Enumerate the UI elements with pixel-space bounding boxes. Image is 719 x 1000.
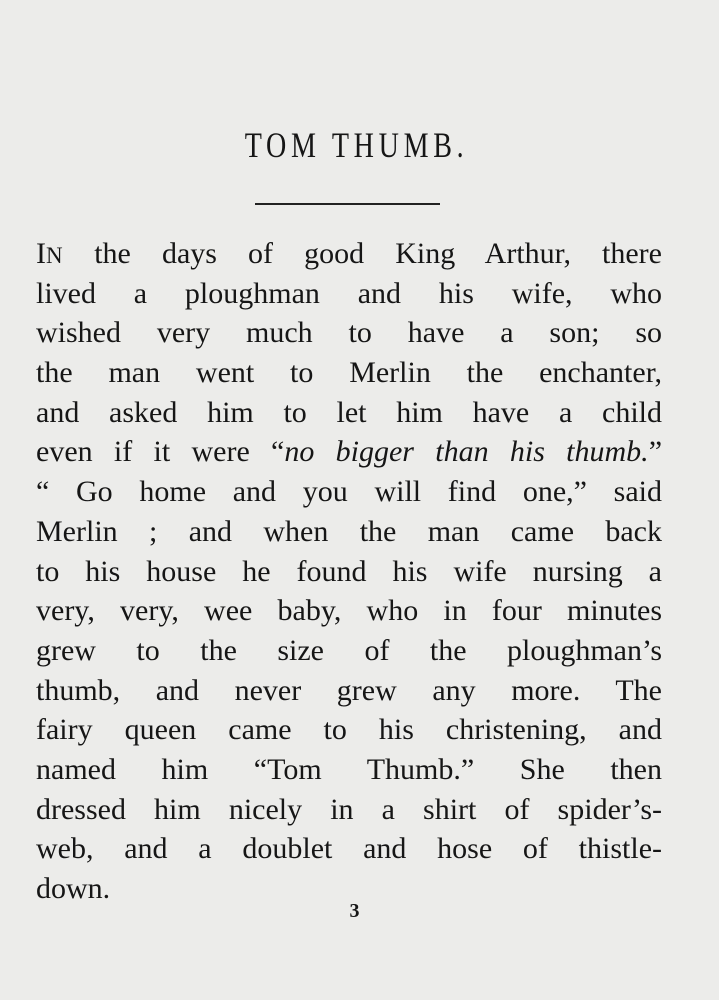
text-line: and asked him to let him have a child <box>36 395 662 429</box>
text-line: fairy queen came to his christening, and <box>36 713 662 747</box>
story-paragraph <box>36 234 662 909</box>
line-text: even if it were “ <box>36 435 285 469</box>
italic-quote: no bigger than his thumb. <box>284 435 649 469</box>
text-line: Merlin ; and when the man came back <box>36 514 662 548</box>
text-line: named him “Tom Thumb.” She then <box>36 752 662 786</box>
text-line: down. <box>36 872 111 905</box>
text-line: to his house he found his wife nursing a <box>36 554 662 588</box>
text-line <box>36 432 662 472</box>
page-title: TOM THUMB. <box>244 125 469 165</box>
text-line: “ Go home and you will find one,” said <box>36 475 662 509</box>
text-line: the man went to Merlin the enchanter, <box>36 356 662 390</box>
small-caps-rest: N <box>46 243 64 268</box>
text-line: grew to the size of the ploughman’s <box>36 633 662 667</box>
line-text: ” <box>648 435 663 469</box>
title-rule <box>255 203 440 205</box>
text-line: web, and a doublet and hose of thistle- <box>36 832 662 866</box>
text-line: lived a ploughman and his wife, who <box>36 276 662 310</box>
line-text: the days of good King Arthur, there <box>63 237 662 270</box>
page-number: 3 <box>349 900 360 922</box>
drop-initial: I <box>36 237 46 270</box>
text-line: wished very much to have a son; so <box>36 316 662 350</box>
text-line: very, very, wee baby, who in four minutes <box>36 594 662 628</box>
text-line <box>36 234 662 274</box>
text-line: thumb, and never grew any more. The <box>36 673 662 707</box>
text-line: dressed him nicely in a shirt of spider’s- <box>36 792 662 826</box>
